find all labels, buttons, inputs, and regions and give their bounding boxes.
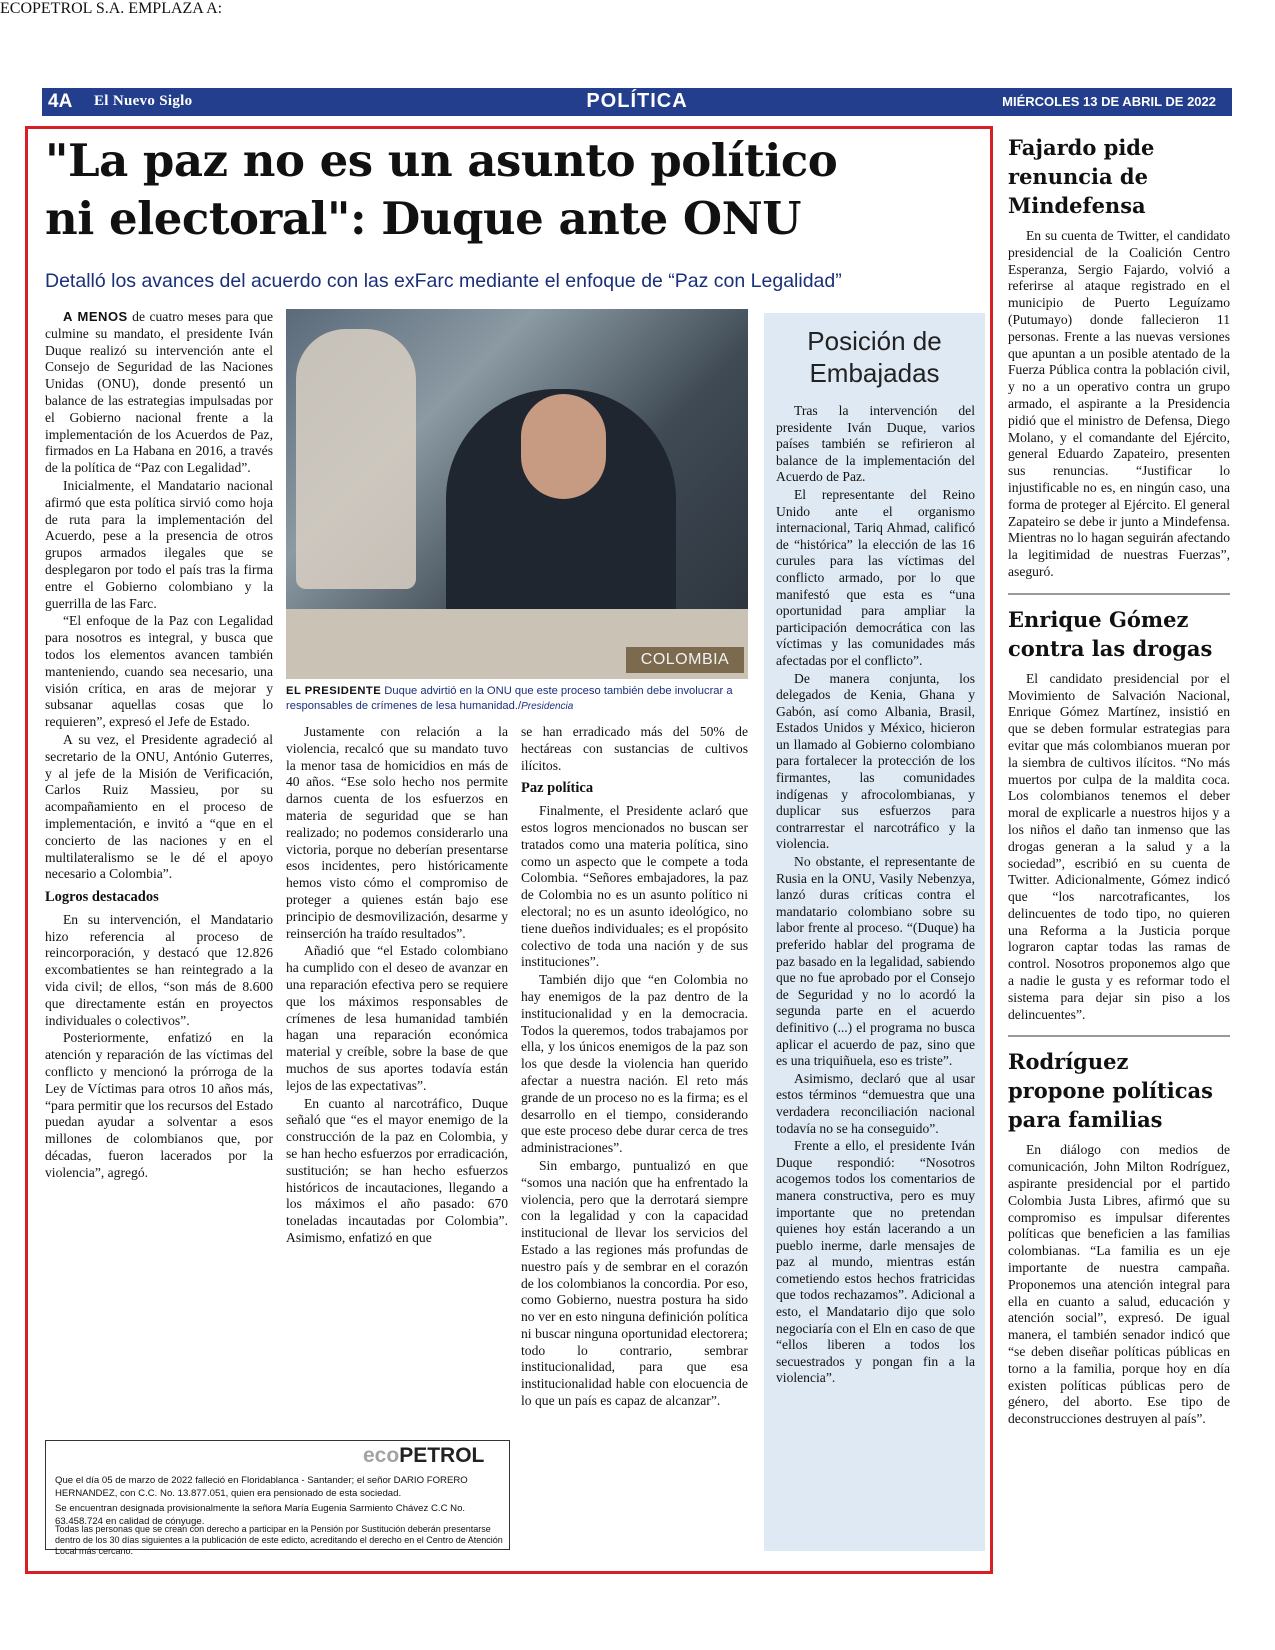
sidebar-divider (1008, 1035, 1230, 1037)
caption-text: Duque advirtió en la ONU que este proceso también debe involucrar a responsables de crímenes de lesa humanidad./ (286, 685, 733, 712)
sidebar-text-fajardo (1008, 228, 1230, 581)
sidebar-title-rodriguez: Rodríguez propone políticas para familias (1008, 1049, 1213, 1133)
sidebar-text-rodriguez (1008, 1142, 1230, 1428)
article-column-1 (45, 309, 273, 1183)
paragraph: Añadió que “el Estado colombiano ha cumplido con el deseo de avanzar en una reparación efectiva pero se requiere que los máximos responsables de crímenes de lesa humanidad también hagan una reparación económica material y creíble, sobre la base de que muchos de sus aportes todavía están lejos de las expectativas”. (286, 943, 508, 1093)
paragraph: de cuatro meses para que culmine su mandato, el presidente Iván Duque realizó su intervención ante el Consejo de Seguridad de las Naciones Unidas (ONU), donde presentó un balance de las estrategias impulsadas por el Gobierno nacional frente a la implementación de los Acuerdos de Paz, firmados en La Habana en 2016, a través de la política de “Paz con Legalidad”. (45, 309, 273, 476)
box-title-line-2: Embajadas (809, 358, 940, 388)
page-header-bar (42, 88, 1232, 116)
lead-word: A MENOS (63, 309, 128, 324)
sidebar-title-gomez: Enrique Gómez contra las drogas (1008, 606, 1213, 661)
subheading-paz-politica: Paz política (521, 780, 594, 797)
photo-figure-woman (296, 329, 416, 589)
paragraph: El candidato presidencial por el Movimiento de Salvación Nacional, Enrique Gómez Martínez, insistió en que se deben formular estrategias para evitar que más colombianos mueran por la siembra de cultivos ilícitos. “No más muertos por culpa de la maldita coca. Los colombianos tenemos el deber moral de explicarle a nuestros hijos y a los niños el daño tan inmenso que las drogas generan a la salud y a la sociedad”, escribió en su cuenta de Twitter. Adicionalmente, Gómez indicó que “los narcotraficantes, los delincuentes de todo tipo, no quieren una Reforma a la Justicia porque lograron captar todas las ramas de control. Nosotros proponemos algo que a nadie le gusta y es reformar todo el sistema para dejar sin piso a los delincuentes”. (1008, 670, 1230, 1022)
paragraph: “El enfoque de la Paz con Legalidad para nosotros es integral, y busca que todos los elementos avancen también manteniendo, cuando sea necesario, una visión crítica, en aras de mejorar y subsanar aquellas cosas que lo requieren”, expresó el Jefe de Estado. (45, 613, 273, 730)
embassies-box-title (764, 325, 985, 389)
article-headline (45, 132, 965, 248)
issue-date: MIÉRCOLES 13 DE ABRIL DE 2022 (1002, 94, 1216, 109)
article-column-3 (521, 724, 748, 1411)
paragraph: Finalmente, el Presidente aclaró que estos logros mencionados no buscan ser tratados como una materia política, sino como un aspecto que le compete a toda Colombia. “Señores embajadores, la paz de Colombia no es un asunto político ni electoral; no es un asunto ideológico, no tiene dueños individuales; es el propósito colectivo de toda una nación y de sus instituciones”. (521, 803, 748, 970)
paragraph: Sin embargo, puntualizó en que “somos una nación que ha enfrentado la violencia, pero que la derrotará siempre con la legalidad y con la capacidad institucional de llevar los servicios del Estado a las regiones más profundas de nuestro país y de sembrar en el corazón de los colombianos la concordia. Por eso, como Gobierno, nuestra postura ha sido no ver en esto ninguna definición política ni buscar ninguna oportunidad electorera; todo lo contrario, sembrar institucionalidad, para que esa institucionalidad hable con elocuencia de lo que un país es capaz de alcanzar”. (521, 1157, 748, 1409)
ecopetrol-notice-title: ECOPETROL S.A. EMPLAZA A: (0, 0, 223, 17)
photo-caption (286, 684, 748, 714)
paragraph: De manera conjunta, los delegados de Kenia, Ghana y Gabón, así como Albania, Brasil, Estados Unidos y México, hicieron un llamado al Gobierno colombiano para fortalecer la protección de los firmantes, las comunidades indígenas y afrocolombianas, y duplicar sus esfuerzos para contrarrestar el narcotráfico y la violencia. (776, 670, 975, 852)
logo-eco: eco (363, 1444, 400, 1467)
subheading-logros: Logros destacados (45, 889, 159, 906)
photo-nameplate: COLOMBIA (626, 647, 744, 673)
embassies-box-text (776, 403, 975, 1388)
right-sidebar (1008, 133, 1230, 1429)
sidebar-title-fajardo: Fajardo pide renuncia de Mindefensa (1008, 135, 1155, 218)
paragraph: En su cuenta de Twitter, el candidato presidencial de la Coalición Centro Esperanza, Sergio Fajardo, volvió a referirse al ataque registrado en el municipio de Puerto Leguízamo (Putumayo) donde fallecieron 11 personas. Frente a las nuevas versiones que apuntan a un posible atentado de la Fuerza Pública contra la población civil, y no a un operativo contra un grupo armado, el aspirante a la Presidencia pidió que el ministro de Defensa, Diego Molano, y el comandante del Ejército, general Eduardo Zapateiro, presenten sus renuncias. “Justificar lo injustificable no es, en ningún caso, una forma de proteger al Ejército. El general Zapateiro se debe ir junto a Mindefensa. Mientras no lo hagan seguirán afectando la legitimidad de nuestras Fuerzas”, aseguró. (1008, 228, 1230, 579)
paragraph: Inicialmente, el Mandatario nacional afirmó que esta política sirvió como hoja de ruta para la implementación del Acuerdo, pese a la presencia de otros grupos armados ilegales que se desplegaron por todo el país tras la firma entre el Gobierno colombiano y la guerrilla de las Farc. (45, 477, 273, 611)
caption-credit: Presidencia (521, 701, 574, 712)
paragraph: En su intervención, el Mandatario hizo referencia al proceso de reincorporación, y destacó que 12.826 excombatientes se han reintegrado a la vida civil; de ellos, “son más de 8.600 que directamente están en proyectos individuales o colectivos”. (45, 911, 273, 1028)
sidebar-divider (1008, 593, 1230, 595)
caption-lead: EL PRESIDENTE (286, 685, 382, 697)
paragraph: Frente a ello, el presidente Iván Duque respondió: “Nosotros acogemos todos los comentarios de manera constructiva, pero es muy importante que no pretendan quienes hoy están lacerando a un pueblo inerme, darle mensajes de paz al mundo, mientras están cometiendo estos hechos fratricidas que todos rechazamos”. Adicional a esto, el Mandatario dijo que solo negociaría con el Eln en caso de que “ellos liberen a todos los secuestrados y pongan fin a la violencia”. (776, 1138, 975, 1386)
sidebar-text-gomez (1008, 671, 1230, 1024)
ecopetrol-notice-line-1: Que el día 05 de marzo de 2022 falleció en Floridablanca - Santander; el señor DARIO FORERO HERNANDEZ, con C.C. No. 13.877.051, quien era pensionado de esta sociedad. (55, 1475, 468, 1499)
page-number: 4A (48, 91, 73, 112)
paragraph: A su vez, el Presidente agradeció al secretario de la ONU, António Guterres, y al jefe de la Misión de Verificación, Carlos Ruiz Massieu, por su acompañamiento en el proceso de implementación, e invitó a “que en el concierto de las naciones y en el multilateralismo se le dé el apoyo necesario a Colombia”. (45, 731, 273, 882)
headline-line-1: "La paz no es un asunto político (45, 134, 838, 187)
paragraph: Posteriormente, enfatizó en la atención y reparación de las víctimas del conflicto y mencionó la prórroga de la Ley de Víctimas para otros 10 años más, “para permitir que los recursos del Estado puedan ayudar a solventar a esos millones de colombianos que, por décadas, fueron lacerados por la violencia”, agregó. (45, 1030, 273, 1180)
paragraph: Tras la intervención del presidente Iván Duque, varios países también se refirieron al balance de la implementación del Acuerdo de Paz. (776, 403, 975, 485)
ecopetrol-logo (363, 1444, 493, 1474)
article-column-2 (286, 724, 508, 1248)
section-title: POLÍTICA (586, 90, 688, 112)
paragraph: En cuanto al narcotráfico, Duque señaló que “es el mayor enemigo de la construcción de la paz en Colombia, y se han hecho esfuerzos por erradicación, sustitución; se han hecho esfuerzos históricos de incautaciones, llegando a los máximos el año pasado: 670 toneladas incautadas por Colombia”. Asimismo, enfatizó en que (286, 1095, 508, 1245)
paragraph: El representante del Reino Unido ante el organismo internacional, Tariq Ahmad, calificó de “histórica” la elección de las 16 curules para las víctimas del conflicto armado, por lo que manifestó que esta es “una oportunidad para ampliar la participación democrática con las víctimas y las comunidades más afectadas por el conflicto”. (776, 486, 975, 668)
paragraph: Asimismo, declaró que al usar estos términos “demuestra que una verdadera reconciliación nacional todavía no se ha conseguido”. (776, 1070, 975, 1136)
headline-line-2: ni electoral": Duque ante ONU (45, 192, 801, 245)
article-photo (286, 309, 748, 679)
paragraph: se han erradicado más del 50% de hectáreas con sustancias de cultivos ilícitos. (521, 724, 748, 773)
paragraph: También dijo que “en Colombia no hay enemigos de la paz dentro de la institucionalidad y en la democracia. Todos la queremos, todos trabajamos por ella, y los únicos enemigos de la paz son los que desde la violencia han querido afectar a nuestra nación. El reto más grande de un proceso no es la firma; es el desarrollo en el tiempo, considerando que este proceso debe durar cerca de tres administraciones”. (521, 972, 748, 1156)
paragraph: No obstante, el representante de Rusia en la ONU, Vasily Nebenzya, lanzó duras críticas contra el mandatario colombiano sobre su labor frente al proceso. “(Duque) ha preferido hablar del programa de paz basado en la legalidad, sabiendo que no fue aprobado por el Consejo de Seguridad y no lo acordó la segunda parte en el acuerdo definitivo (...) el programa no busca aplicar el acuerdo de paz, sino que es una triquiñuela, eso es triste”. (776, 854, 975, 1069)
newspaper-name: El Nuevo Siglo (94, 93, 193, 109)
ecopetrol-notice-line-3: Todas las personas que se crean con derecho a participar en la Pensión por Sustitución deberán presentarse dentro de los 30 días siguientes a la publicación de este edicto, acreditando el derecho en el Centro de Atención Local más cercano. (55, 1524, 503, 1556)
logo-petrol: PETROL (399, 1444, 485, 1467)
ecopetrol-notice-line-2: Se encuentran designada provisionalmente la señora María Eugenia Sarmiento Chávez C.C No. 63.458.724 en calidad de cónyuge. (55, 1503, 466, 1527)
box-title-line-1: Posición de (807, 326, 942, 356)
paragraph: En diálogo con medios de comunicación, John Milton Rodríguez, aspirante presidencial por el partido Colombia Justa Libres, afirmó que su compromiso es impulsar diferentes políticas que beneficien a las familias colombianas. “La familia es un eje importante de nuestra campaña. Proponemos una atención integral para ella en cuanto a salud, educación y atención social”, expresó. De igual manera, el también senador indicó que “se deben diseñar políticas públicas en torno a la familia, porque hoy en día existen políticas públicas pero de género, del aborto. Ese tipo de deconstrucciones destruyen al país”. (1008, 1142, 1230, 1427)
photo-face (521, 394, 606, 499)
article-subhead: Detalló los avances del acuerdo con las exFarc mediante el enfoque de “Paz con Legalidad” (45, 270, 842, 292)
paragraph: Justamente con relación a la violencia, recalcó que su mandato tuvo la menor tasa de homicidios en más de 40 años. “Ese solo hecho nos permite darnos cuenta de los esfuerzos en materia de seguridad que se han realizado; no podemos considerarlo una victoria, porque no deberían presentarse esos incidentes, pero históricamente hemos visto cómo el compromiso de proteger a quienes están bajo ese principio de desmovilización, desarme y reinserción ha traído resultados”. (286, 724, 508, 941)
